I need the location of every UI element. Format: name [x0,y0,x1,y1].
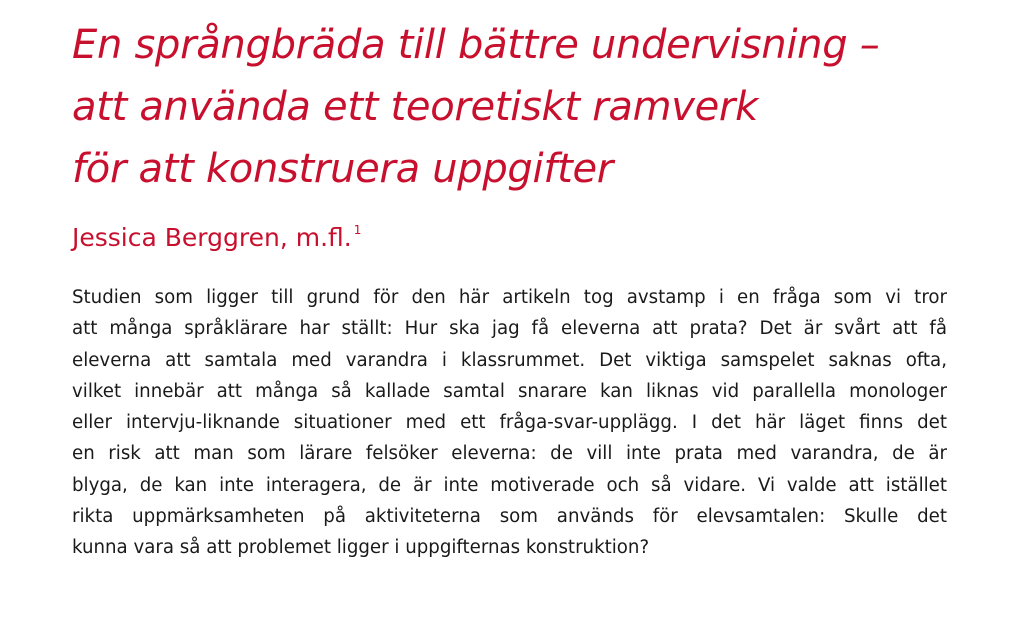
title-line: för att konstruera uppgifter [72,146,613,192]
body-paragraph [72,282,947,564]
article-title [72,14,972,200]
paragraph-line: rikta uppmärksamheten på aktiviteterna som används för elevsamtalen: Skulle det [72,506,947,528]
title-line: att använda ett teoretiskt ramverk [72,84,758,130]
paragraph-line: eller intervju-liknande situationer med ett fråga-svar-upplägg. I det här läget finns det [72,412,947,434]
paragraph-line: eleverna att samtala med varandra i klassrummet. Det viktiga samspelet saknas ofta, [72,349,947,371]
footnote-marker: 1 [353,223,362,237]
paragraph-line: kunna vara så att problemet ligger i uppgifternas konstruktion? [72,537,650,559]
paragraph-line: vilket innebär att många så kallade samtal snarare kan liknas vid parallella monologer [72,380,947,402]
paragraph-line: blyga, de kan inte interagera, de är inte motiverade och så vidare. Vi valde att istället [72,474,947,496]
title-line: En språngbräda till bättre undervisning – [72,22,880,68]
paragraph-line: att många språklärare har ställt: Hur ska jag få eleverna att prata? Det är svårt att få [72,318,947,340]
paragraph-line: Studien som ligger till grund för den här artikeln tog avstamp i en fråga som vi tror [72,287,947,308]
author-byline [72,218,361,262]
paragraph-line: en risk att man som lärare felsöker eleverna: de vill inte prata med varandra, de är [72,443,947,465]
author-name: Jessica Berggren, m.fl. [72,223,352,252]
